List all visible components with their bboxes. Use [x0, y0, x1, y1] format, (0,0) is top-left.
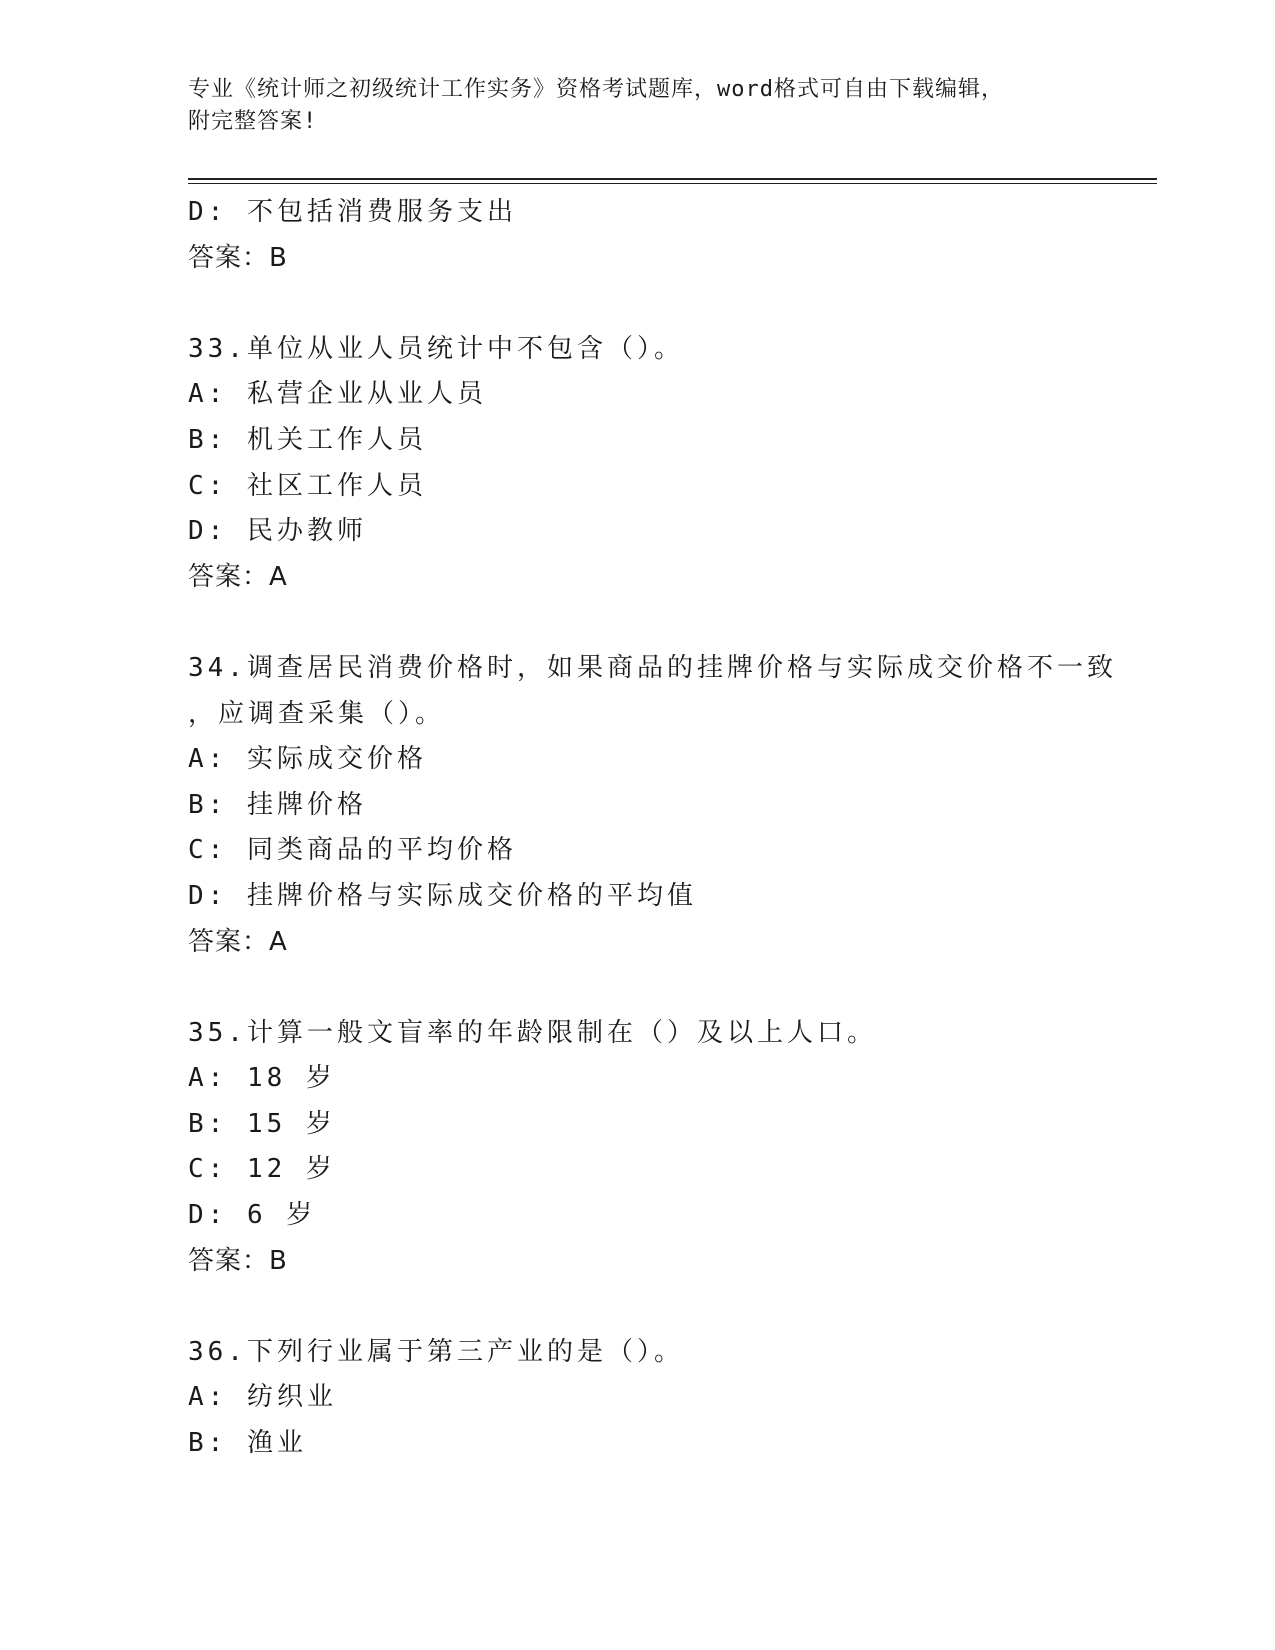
header-divider-thick — [188, 178, 1157, 180]
option-a: A: 私营企业从业人员 — [188, 379, 487, 410]
questions-content — [188, 190, 1117, 1467]
answer-line: 答案：B — [188, 1245, 288, 1276]
option-b: B: 挂牌价格 — [188, 789, 367, 820]
question-stem: 33.单位从业人员统计中不包含（）。 — [188, 333, 684, 364]
option-d: D: 6 岁 — [188, 1200, 317, 1231]
document-header — [188, 74, 1088, 138]
question-stem-continued: ，应调查采集（）。 — [188, 698, 446, 729]
option-a: A: 实际成交价格 — [188, 744, 427, 775]
answer-line: 答案：A — [188, 561, 288, 592]
option-c: C: 社区工作人员 — [188, 470, 427, 501]
header-line-2: 附完整答案! — [188, 109, 318, 134]
option-b: B: 15 岁 — [188, 1108, 336, 1139]
option-d: D: 民办教师 — [188, 516, 367, 547]
question-stem: 34.调查居民消费价格时，如果商品的挂牌价格与实际成交价格不一致 — [188, 652, 1117, 683]
spacer — [188, 1284, 1088, 1330]
question-stem: 35.计算一般文盲率的年龄限制在（）及以上人口。 — [188, 1017, 877, 1048]
header-line-1: 专业《统计师之初级统计工作实务》资格考试题库，word格式可自由下载编辑， — [188, 77, 1004, 102]
option-d: D: 挂牌价格与实际成交价格的平均值 — [188, 880, 697, 911]
option-c: C: 12 岁 — [188, 1154, 336, 1185]
spacer — [188, 965, 1088, 1011]
option-b: B: 渔业 — [188, 1428, 307, 1459]
option-a: A: 纺织业 — [188, 1382, 337, 1413]
option-b: B: 机关工作人员 — [188, 424, 427, 455]
answer-line: 答案：B — [188, 242, 288, 273]
spacer — [188, 600, 1088, 646]
option-a: A: 18 岁 — [188, 1063, 336, 1094]
question-stem: 36.下列行业属于第三产业的是（）。 — [188, 1336, 684, 1367]
option-d: D: 不包括消费服务支出 — [188, 197, 517, 227]
option-c: C: 同类商品的平均价格 — [188, 835, 517, 866]
header-divider-thin — [188, 183, 1157, 184]
answer-line: 答案：A — [188, 926, 288, 957]
spacer — [188, 281, 1088, 327]
